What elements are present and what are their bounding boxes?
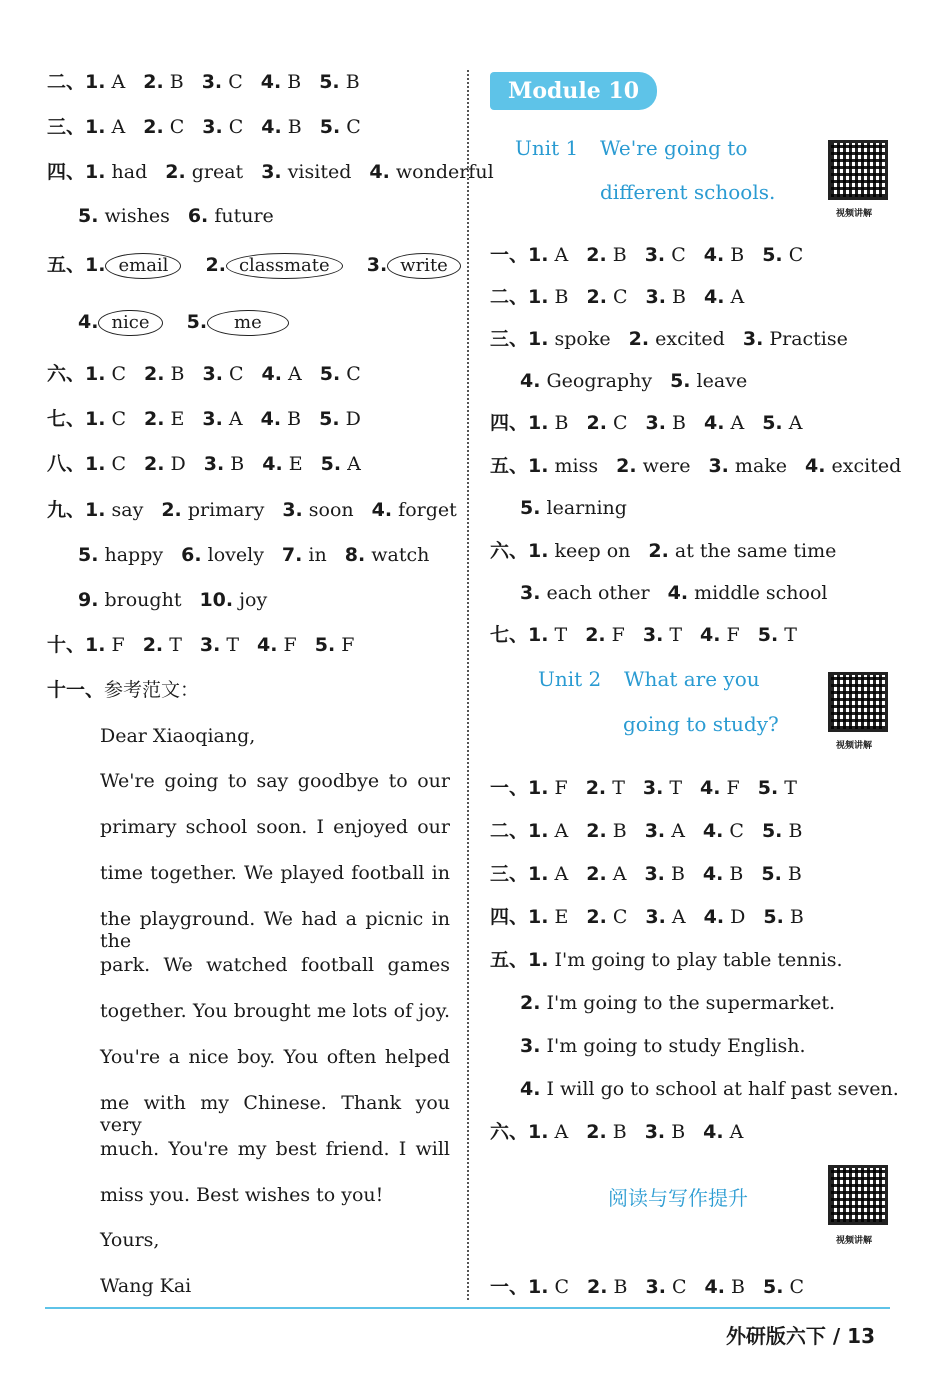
letter-line: me with my Chinese. Thank you very <box>100 1092 450 1136</box>
qr-caption: 视频讲解 <box>836 209 873 219</box>
left-answer-line: 二、1. A 2. B 3. C 4. B 5. B <box>47 71 360 93</box>
left-answer-line: Dear Xiaoqiang, <box>100 725 256 747</box>
left-answer-line: 三、1. A 2. C 3. C 4. B 5. C <box>47 116 361 138</box>
module-banner: Module 10 <box>490 72 657 110</box>
left-answer-line: 八、1. C 2. D 3. B 4. E 5. A <box>47 453 361 475</box>
unit-1-title-line1: We're going to <box>600 136 748 160</box>
q5-num-3: 3. <box>366 254 388 276</box>
right-answer-line: 4. I will go to school at half past seven. <box>520 1078 899 1100</box>
qr-code-icon[interactable] <box>828 1165 888 1225</box>
unit-2-label: Unit 2 <box>538 667 602 691</box>
right-answer-line: 六、1. A 2. B 3. B 4. A <box>490 1121 744 1143</box>
right-answer-line: 六、1. keep on 2. at the same time <box>490 540 837 562</box>
question-5-line1 <box>47 253 461 279</box>
letter-signature: Wang Kai <box>100 1275 192 1297</box>
reading-writing-title: 阅读与写作提升 <box>608 1186 748 1210</box>
qr-caption: 视频讲解 <box>836 741 873 751</box>
left-answer-line: 六、1. C 2. B 3. C 4. A 5. C <box>47 363 361 385</box>
circled-word-2: classmate <box>226 253 343 279</box>
right-answer-line: 四、1. E 2. C 3. A 4. D 5. B <box>490 906 804 928</box>
q5-num-2: 2. <box>205 254 226 276</box>
bottom-rule <box>45 1307 890 1309</box>
right-answer-line: 2. I'm going to the supermarket. <box>520 992 835 1014</box>
right-answer-line: 五、1. I'm going to play table tennis. <box>490 949 843 971</box>
right-answer-line: 三、1. A 2. A 3. B 4. B 5. B <box>490 863 802 885</box>
question-5-line2 <box>78 310 289 336</box>
letter-line: You're a nice boy. You often helped <box>100 1046 450 1068</box>
letter-line: much. You're my best friend. I will <box>100 1138 450 1160</box>
unit-2-title-line2: going to study? <box>623 712 779 736</box>
q5-label: 五、 <box>47 254 86 276</box>
unit-2-title-line1: What are you <box>624 667 760 691</box>
letter-line: We're going to say goodbye to our <box>100 770 450 792</box>
right-answer-line: 二、1. A 2. B 3. A 4. C 5. B <box>490 820 803 842</box>
left-answer-line: 七、1. C 2. E 3. A 4. B 5. D <box>47 408 361 430</box>
left-answer-line: 5. happy 6. lovely 7. in 8. watch <box>78 544 430 566</box>
letter-line: park. We watched football games <box>100 954 450 976</box>
q5-num-5: 5. <box>186 311 208 333</box>
unit-1-label: Unit 1 <box>515 136 579 160</box>
letter-line: together. You brought me lots of joy. <box>100 1000 450 1022</box>
right-answer-line: 3. I'm going to study English. <box>520 1035 806 1057</box>
right-answer-line: 5. learning <box>520 497 627 519</box>
right-answer-line: 二、1. B 2. C 3. B 4. A <box>490 286 745 308</box>
right-answer-line: 一、1. C 2. B 3. C 4. B 5. C <box>490 1276 805 1298</box>
column-divider <box>467 70 469 1300</box>
left-answer-line: 十、1. F 2. T 3. T 4. F 5. F <box>47 634 355 656</box>
left-answer-line: 十一、参考范文： <box>47 679 200 701</box>
qr-code-icon[interactable] <box>828 672 888 732</box>
letter-line: the playground. We had a picnic in the <box>100 908 450 952</box>
left-answer-line: 5. wishes 6. future <box>78 205 274 227</box>
letter-line: primary school soon. I enjoyed our <box>100 816 450 838</box>
right-answer-line: 一、1. A 2. B 3. C 4. B 5. C <box>490 244 804 266</box>
right-answer-line: 四、1. B 2. C 3. B 4. A 5. A <box>490 412 803 434</box>
right-answer-line: 五、1. miss 2. were 3. make 4. excited <box>490 455 902 477</box>
unit-1-title-line2: different schools. <box>600 180 776 204</box>
letter-line: miss you. Best wishes to you! <box>100 1184 384 1206</box>
letter-closing: Yours, <box>100 1229 160 1251</box>
page-footer: 外研版六下 / 13 <box>725 1324 875 1348</box>
qr-caption: 视频讲解 <box>836 1236 873 1246</box>
right-answer-line: 4. Geography 5. leave <box>520 370 748 392</box>
qr-code-icon[interactable] <box>828 140 888 200</box>
left-answer-line: 四、1. had 2. great 3. visited 4. wonderful <box>47 161 494 183</box>
q5-num-4: 4. <box>78 311 99 333</box>
right-answer-line: 3. each other 4. middle school <box>520 582 828 604</box>
right-answer-line: 七、1. T 2. F 3. T 4. F 5. T <box>490 624 797 646</box>
circled-word-5: me <box>207 310 289 336</box>
circled-word-3: write <box>387 253 461 279</box>
right-answer-line: 一、1. F 2. T 3. T 4. F 5. T <box>490 777 797 799</box>
letter-line: time together. We played football in <box>100 862 450 884</box>
right-answer-line: 三、1. spoke 2. excited 3. Practise <box>490 328 848 350</box>
left-answer-line: 9. brought 10. joy <box>78 589 268 611</box>
circled-word-4: nice <box>98 310 162 336</box>
q5-num-1: 1. <box>85 254 106 276</box>
left-answer-line: 九、1. say 2. primary 3. soon 4. forget <box>47 499 457 521</box>
circled-word-1: email <box>105 253 181 279</box>
